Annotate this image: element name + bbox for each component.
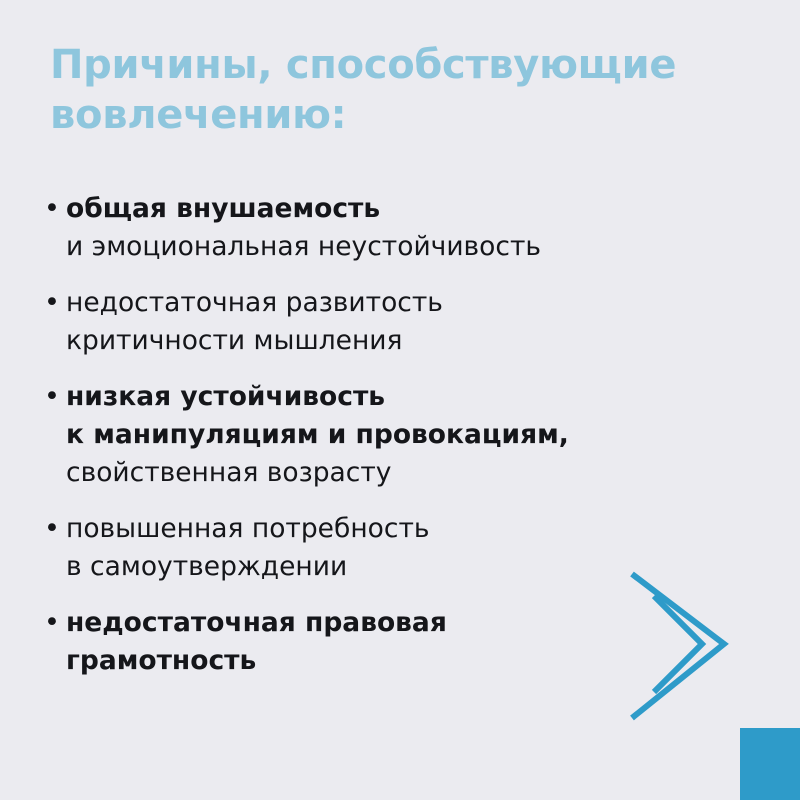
list-item-text xyxy=(66,284,720,360)
list-item-text xyxy=(66,510,720,586)
list-item xyxy=(40,284,720,360)
list-item-text xyxy=(66,378,720,492)
list-item-line: грамотность xyxy=(66,645,257,676)
list-item-text xyxy=(66,604,720,680)
list-item xyxy=(40,190,720,266)
corner-square-decoration xyxy=(740,728,800,800)
list-item-text xyxy=(66,190,720,266)
bullet-marker-icon: • xyxy=(44,381,60,412)
list-item-line: общая внушаемость xyxy=(66,193,381,224)
list-item-line: низкая устойчивость xyxy=(66,381,386,412)
list-item-line: недостаточная развитость xyxy=(66,287,443,318)
list-item-line: в самоутверждении xyxy=(66,551,348,582)
bullet-marker-icon: • xyxy=(44,513,60,544)
chevron-right-icon xyxy=(624,566,734,726)
list-item xyxy=(40,510,720,586)
list-item xyxy=(40,604,720,680)
bullet-marker-icon: • xyxy=(44,287,60,318)
slide-title: Причины, способствующие вовлечению: xyxy=(50,42,677,138)
bullet-marker-icon: • xyxy=(44,193,60,224)
bullet-list xyxy=(40,190,720,698)
list-item xyxy=(40,378,720,492)
list-item-line: к манипуляциям и провокациям, xyxy=(66,419,569,450)
bullet-marker-icon: • xyxy=(44,607,60,638)
list-item-line: свойственная возрасту xyxy=(66,457,392,488)
list-item-line: повышенная потребность xyxy=(66,513,430,544)
list-item-line: критичности мышления xyxy=(66,325,403,356)
list-item-line: недостаточная правовая xyxy=(66,607,447,638)
list-item-line: и эмоциональная неустойчивость xyxy=(66,231,542,262)
